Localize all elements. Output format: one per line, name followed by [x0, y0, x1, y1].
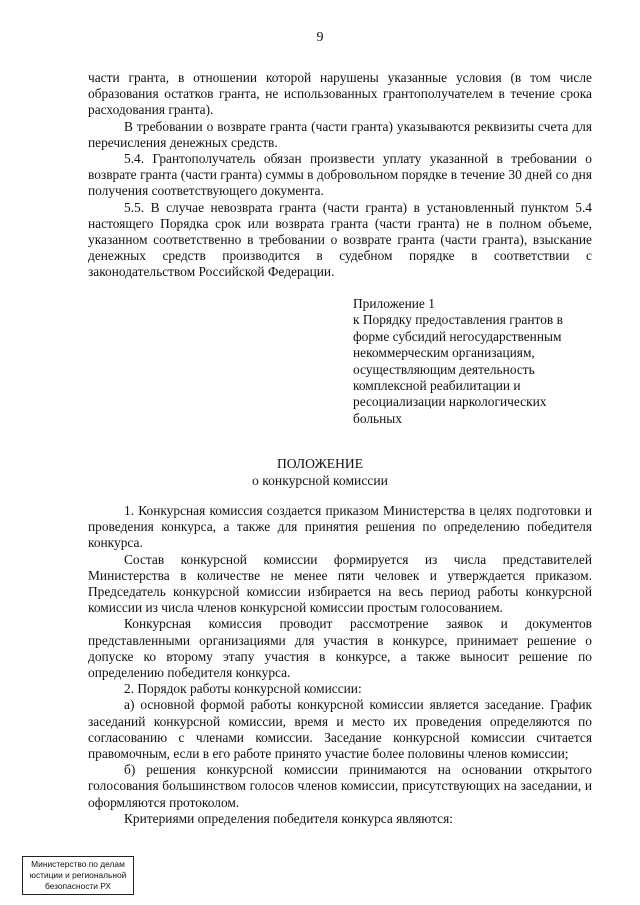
- stamp-line: безопасности РХ: [44, 881, 112, 891]
- paragraph: 5.4. Грантополучатель обязан произвести уплату указанной в требовании о возврате гранта (части гранта) суммы в добровольном порядке в течение 30 дней со дня получения соответствующего документа.: [88, 151, 592, 199]
- main-text-block: [88, 503, 592, 827]
- paragraph: Состав конкурсной комиссии формируется из числа представителей Министерства в количестве не менее пяти человек и утверждается приказом. Председатель конкурсной комиссии избирается на весь период работы конкурсной комиссии из числа членов конкурсной комиссии простым голосованием.: [88, 551, 592, 616]
- paragraph: Критериями определения победителя конкурса являются:: [124, 810, 453, 826]
- paragraph: Конкурсная комиссия проводит рассмотрение заявок и документов представленными организациями для участия в конкурсе, принимает решение о допуске ко второму этапу участия в конкурсе, а также выносит решение по определению победителя конкурса.: [88, 616, 592, 681]
- paragraph: В требовании о возврате гранта (части гранта) указываются реквизиты счета для перечисления денежных средств.: [88, 118, 592, 150]
- paragraph: а) основной формой работы конкурсной комиссии является заседание. График заседаний конкурсной комиссии, время и место их проведения определяются по согласованию с членами комиссии. Заседание конкурсной комиссии считается правомочным, если в его работе принято участие более половины членов комиссии;: [88, 697, 592, 762]
- paragraph: 2. Порядок работы конкурсной комиссии:: [124, 681, 362, 697]
- top-text-block: [88, 70, 592, 281]
- appendix-line: комплексной реабилитации и: [353, 378, 521, 394]
- heading-title: ПОЛОЖЕНИЕ: [276, 456, 364, 471]
- appendix-line: ресоциализации наркологических: [353, 394, 547, 410]
- appendix-line: форме субсидий негосударственным: [353, 328, 562, 344]
- paragraph: 5.5. В случае невозврата гранта (части гранта) в установленный пунктом 5.4 настоящего Порядка срок или возврата гранта (части гранта) не в полном объеме, указанном соответственно в требовании о возврате гранта (части гранта), взыскание денежных средств производится в судебном порядке в соответствии с законодательством Российской Федерации.: [88, 199, 592, 280]
- stamp-line: юстиции и региональной: [29, 870, 127, 880]
- appendix-note: [353, 296, 593, 427]
- stamp-line: Министерство по делам: [31, 859, 125, 869]
- paragraph: части гранта, в отношении которой нарушены указанные условия (в том числе образования остатков гранта, не использованных грантополучателем в течение срока расходования гранта).: [88, 70, 592, 118]
- appendix-title: Приложение 1: [353, 296, 435, 311]
- ministry-stamp: [22, 856, 134, 895]
- page-number: 9: [316, 30, 324, 45]
- appendix-line: осуществляющим деятельность: [353, 361, 535, 377]
- document-heading: [0, 455, 640, 489]
- appendix-line: к Порядку предоставления грантов в: [353, 312, 563, 328]
- paragraph: б) решения конкурсной комиссии принимаются на основании открытого голосования большинством голосов членов комиссии, присутствующих на заседании, и оформляются протоколом.: [88, 762, 592, 810]
- appendix-line: некоммерческим организациям,: [353, 345, 535, 361]
- heading-subtitle: о конкурсной комиссии: [252, 473, 388, 488]
- appendix-line: больных: [353, 410, 402, 426]
- paragraph: 1. Конкурсная комиссия создается приказом Министерства в целях подготовки и проведения конкурса, а также для принятия решения по определению победителя конкурса.: [88, 503, 592, 551]
